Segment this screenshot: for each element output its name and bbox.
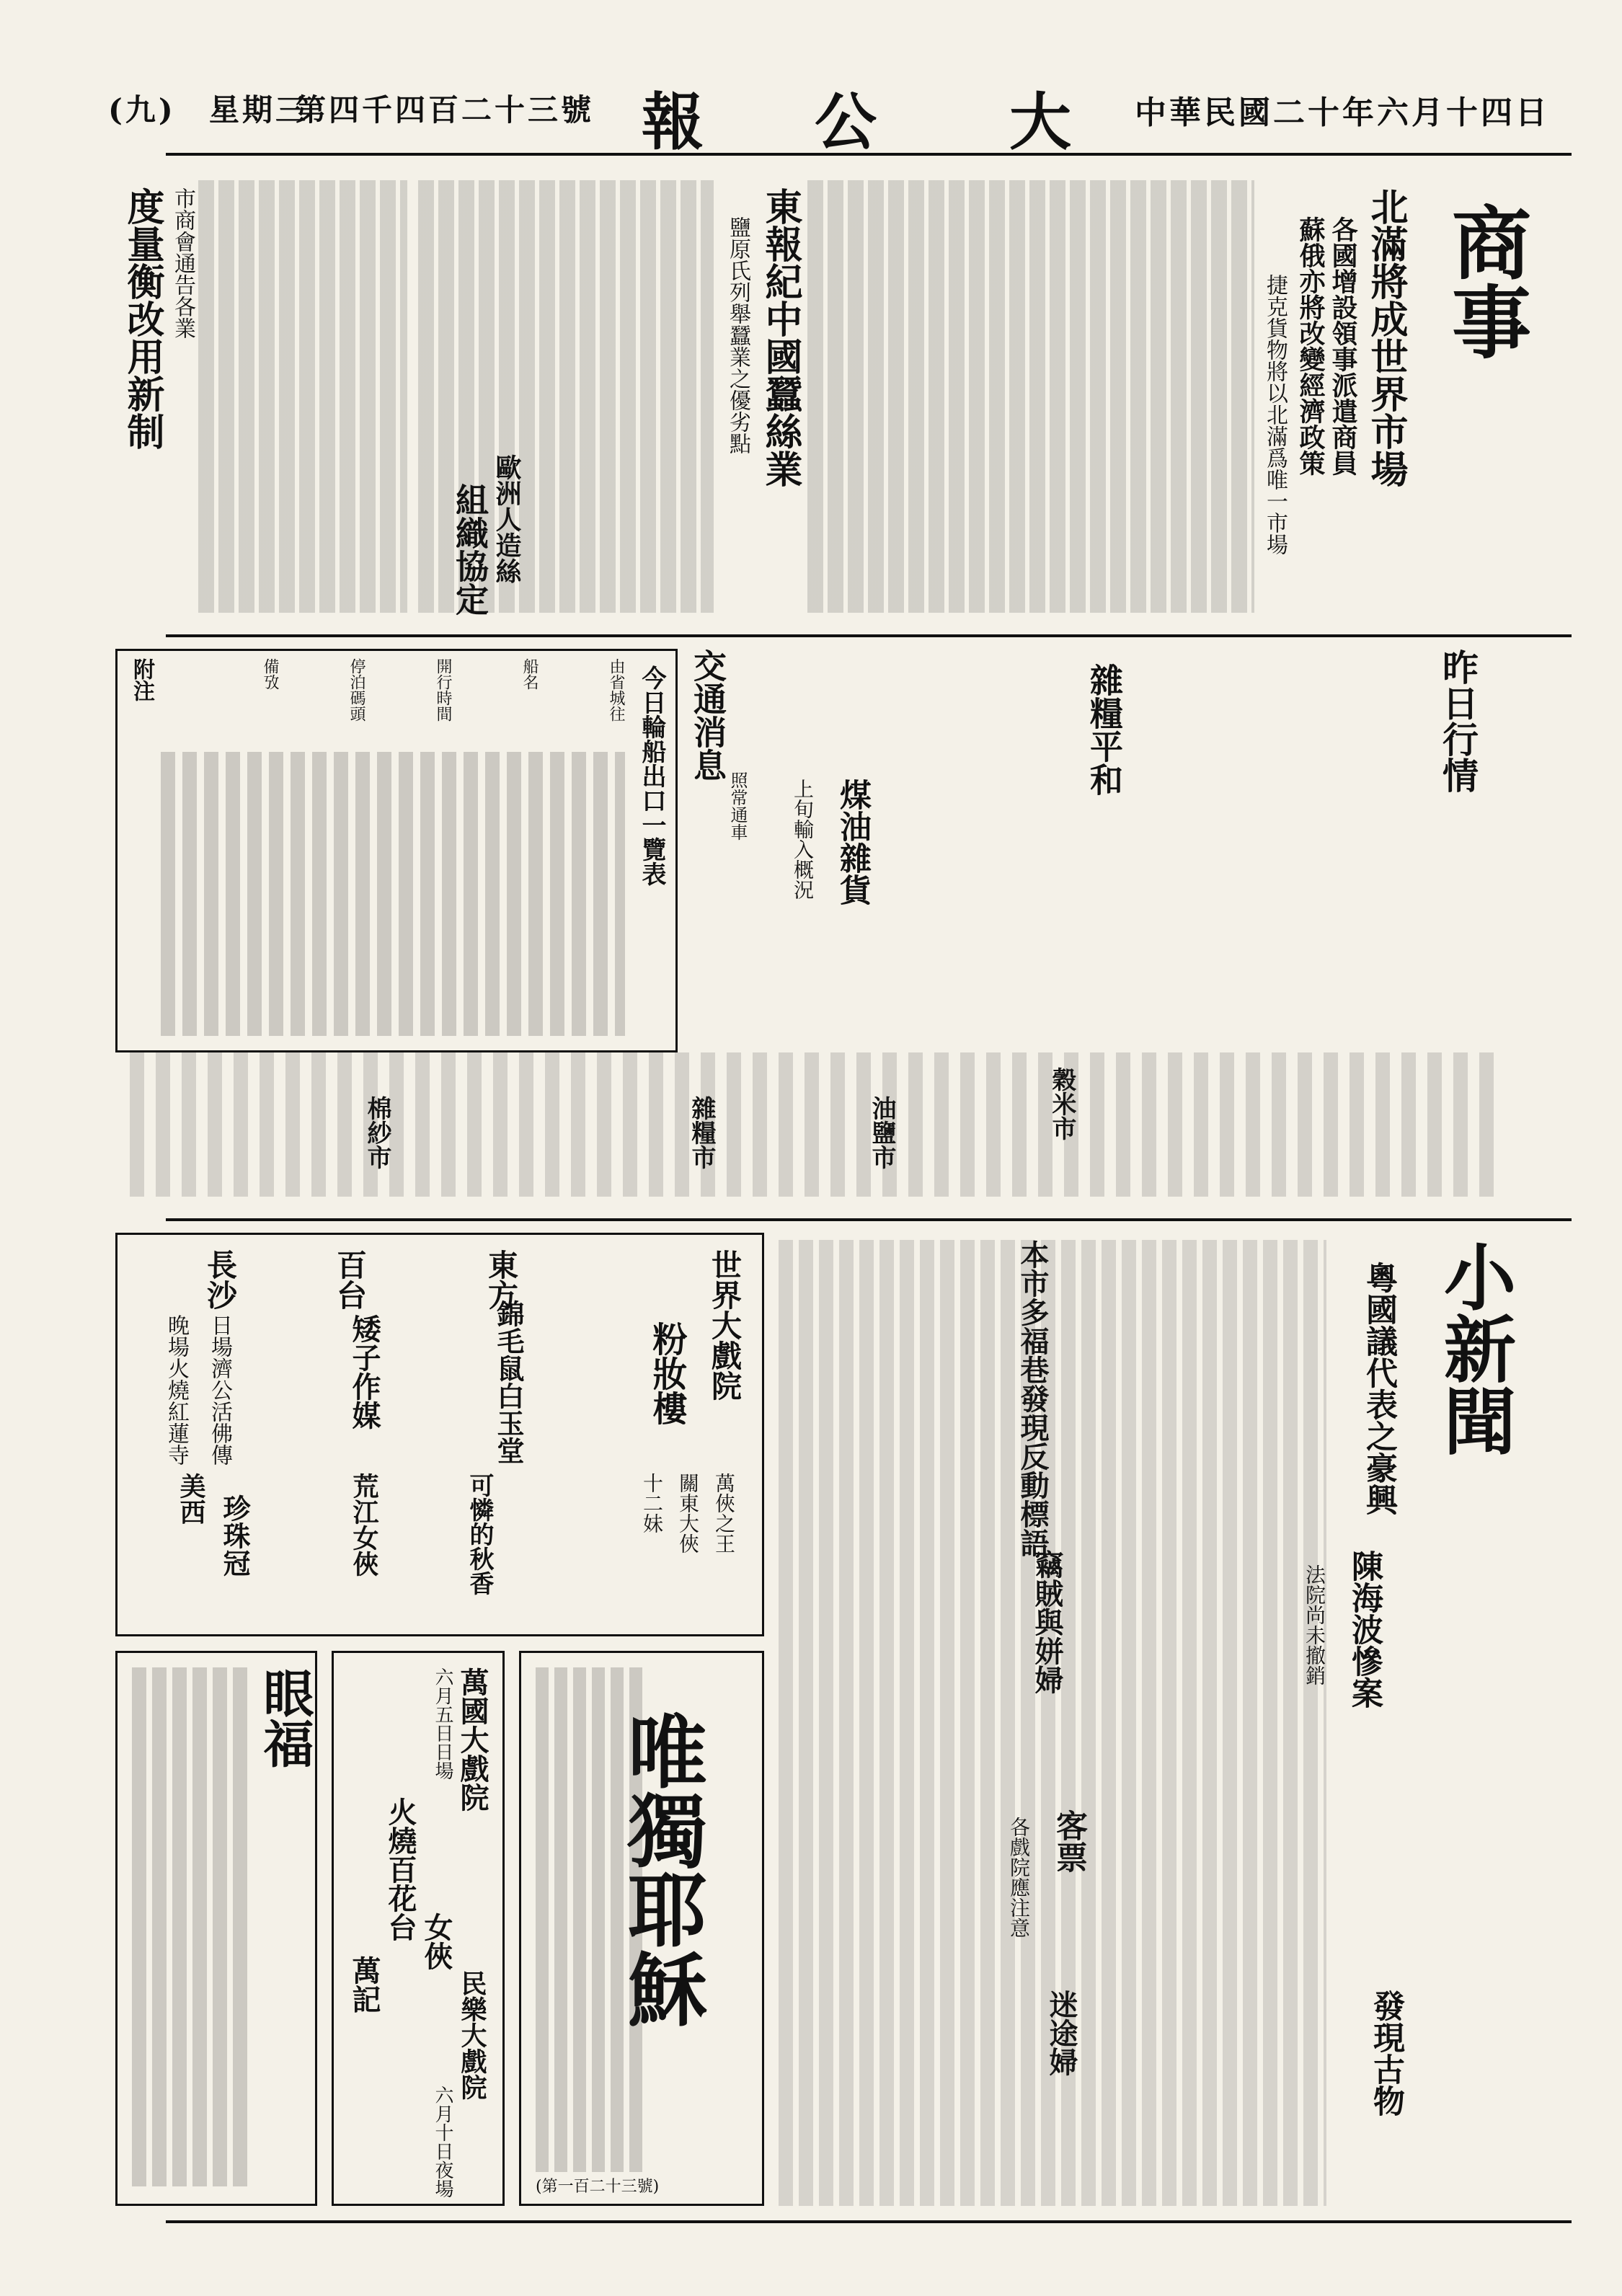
changsha-title: 長沙 — [203, 1249, 238, 1310]
ship-col-time: 開行時間 — [434, 658, 452, 722]
east-film: 錦毛鼠白玉堂 — [492, 1300, 525, 1464]
ads-block — [115, 1233, 764, 1636]
yesterday-headline: 昨日行情 — [1437, 649, 1479, 793]
masthead — [108, 86, 1550, 159]
east-film2: 可憐的秋香 — [465, 1473, 494, 1595]
minyue-date: 六月十日夜場 — [432, 2086, 453, 2198]
east-theater-title: 東方 — [484, 1249, 519, 1310]
rule-mid-1 — [166, 634, 1572, 637]
guest-sub: 各戲院應注意 — [1007, 1817, 1031, 1938]
jesus-body — [536, 1667, 644, 2172]
europe-headline: 歐洲人造絲 — [492, 454, 522, 584]
silk-headline: 東報紀中國蠶絲業 — [758, 187, 802, 487]
eye-ad — [115, 1651, 317, 2206]
baitai-film: 矮子作媒 — [347, 1314, 381, 1430]
ship-table-header-row — [192, 658, 625, 745]
commerce-section-title: 商事 — [1439, 202, 1532, 360]
wanguo-title: 萬國大戲院 — [456, 1667, 489, 1812]
ship-table-notes: 附注 — [129, 658, 154, 701]
world-film3: 關東大俠 — [676, 1473, 700, 1553]
changsha-film: 日場濟公活佛傳 — [207, 1314, 232, 1466]
ship-col-name: 船名 — [520, 658, 539, 690]
commerce-sub2: 蘇俄亦將改變經濟政策 — [1295, 216, 1326, 476]
jesus-footer: (第一百二十三號) — [536, 2178, 660, 2196]
lost-headline: 迷途婦 — [1045, 1990, 1078, 2076]
masthead-issue: 第四千四百二十三號 — [296, 92, 595, 128]
cotton-market-title: 棉紗市 — [363, 1096, 391, 1169]
masthead-brand-left: 報 — [642, 86, 704, 159]
europe-sub: 組織協定 — [451, 483, 489, 616]
ship-table — [115, 649, 678, 1052]
world-film2: 萬俠之王 — [712, 1473, 736, 1553]
grain-market-title: 雜糧市 — [687, 1096, 716, 1169]
ship-col-dock: 停泊碼頭 — [347, 658, 365, 722]
measure-sub: 市商會通告各業 — [170, 187, 195, 339]
grain-headline: 雜糧平和 — [1085, 663, 1124, 796]
rule-mid-2 — [166, 1218, 1572, 1221]
oil-notes: 上旬輸入概況 — [791, 779, 815, 900]
masthead-weekday: 星期三 — [209, 92, 309, 128]
ship-table-title: 今日輪船出口一覽表 — [637, 665, 666, 886]
commerce-headline: 北滿將成世界市場 — [1364, 187, 1408, 487]
wanguo-ad — [332, 1651, 505, 2206]
masthead-brand-middle: 公 — [815, 86, 877, 159]
transport-sub: 照常通車 — [727, 771, 748, 841]
meixi-film: 珍珠冠 — [218, 1494, 251, 1577]
bottom-rule — [166, 2220, 1572, 2223]
wanguo-film3: 萬記 — [347, 1956, 381, 2013]
meixi-title: 美西 — [176, 1473, 206, 1525]
news-headline: 粵國議代表之豪興 — [1360, 1262, 1397, 1515]
world-film4: 十二妹 — [640, 1473, 664, 1533]
masthead-brand-right: 大 — [1009, 86, 1071, 159]
news-body — [779, 1240, 1326, 2206]
news-section-title: 小新聞 — [1432, 1240, 1517, 1456]
ship-table-body — [161, 752, 625, 1036]
chen-headline: 陳海波慘案 — [1346, 1550, 1383, 1708]
commerce-sub1: 各國增設領事派遣商員 — [1328, 216, 1358, 476]
thief-headline: 竊賊與姘婦 — [1030, 1550, 1064, 1694]
jesus-title: 唯獨耶穌 — [615, 1711, 708, 2028]
ancient-headline: 發現古物 — [1368, 1990, 1404, 2117]
rice-market-title: 穀米市 — [1047, 1067, 1076, 1140]
world-theater-title: 世界大戲院 — [707, 1249, 743, 1401]
wanguo-film2: 女俠 — [420, 1912, 453, 1970]
measure-headline: 度量衡改用新制 — [120, 187, 164, 450]
ship-col-note: 備攷 — [261, 658, 279, 690]
ship-col-origin: 由省城往 — [607, 658, 625, 722]
wanguo-date: 六月五日日場 — [432, 1667, 453, 1780]
world-film: 粉妝樓 — [647, 1321, 687, 1425]
baitai-title: 百台 — [332, 1249, 368, 1310]
wanguo-film: 火燒百花台 — [384, 1797, 417, 1941]
eye-body — [132, 1667, 247, 2186]
market-prices-body — [130, 1052, 1499, 1197]
guest-headline: 客票 — [1050, 1809, 1087, 1873]
eye-title: 眼福 — [255, 1667, 315, 1768]
minyue-title: 民樂大戲院 — [457, 1970, 487, 2100]
jesus-ad — [519, 1651, 764, 2206]
measure-body — [198, 180, 407, 613]
commerce-body — [807, 180, 1254, 613]
transport-headline: 交通消息 — [688, 649, 727, 781]
commerce-sub3: 捷克貨物將以北滿爲唯一市場 — [1262, 274, 1288, 555]
silk-sub: 鹽原氏列舉蠶業之優劣點 — [725, 216, 750, 454]
changsha-film2: 晚場火燒紅蓮寺 — [164, 1314, 189, 1466]
masthead-page: (九) — [108, 92, 176, 128]
oil-price-title: 油鹽市 — [867, 1096, 896, 1169]
baitai-film2: 荒江女俠 — [349, 1473, 379, 1577]
reward-headline: 本市多福巷發現反動標語 — [1016, 1240, 1050, 1557]
oil-headline: 煤油雜貨 — [834, 779, 871, 905]
chen-sub: 法院尚未撤銷 — [1303, 1564, 1326, 1685]
masthead-date: 中華民國二十年六月十四日 — [1135, 94, 1550, 131]
